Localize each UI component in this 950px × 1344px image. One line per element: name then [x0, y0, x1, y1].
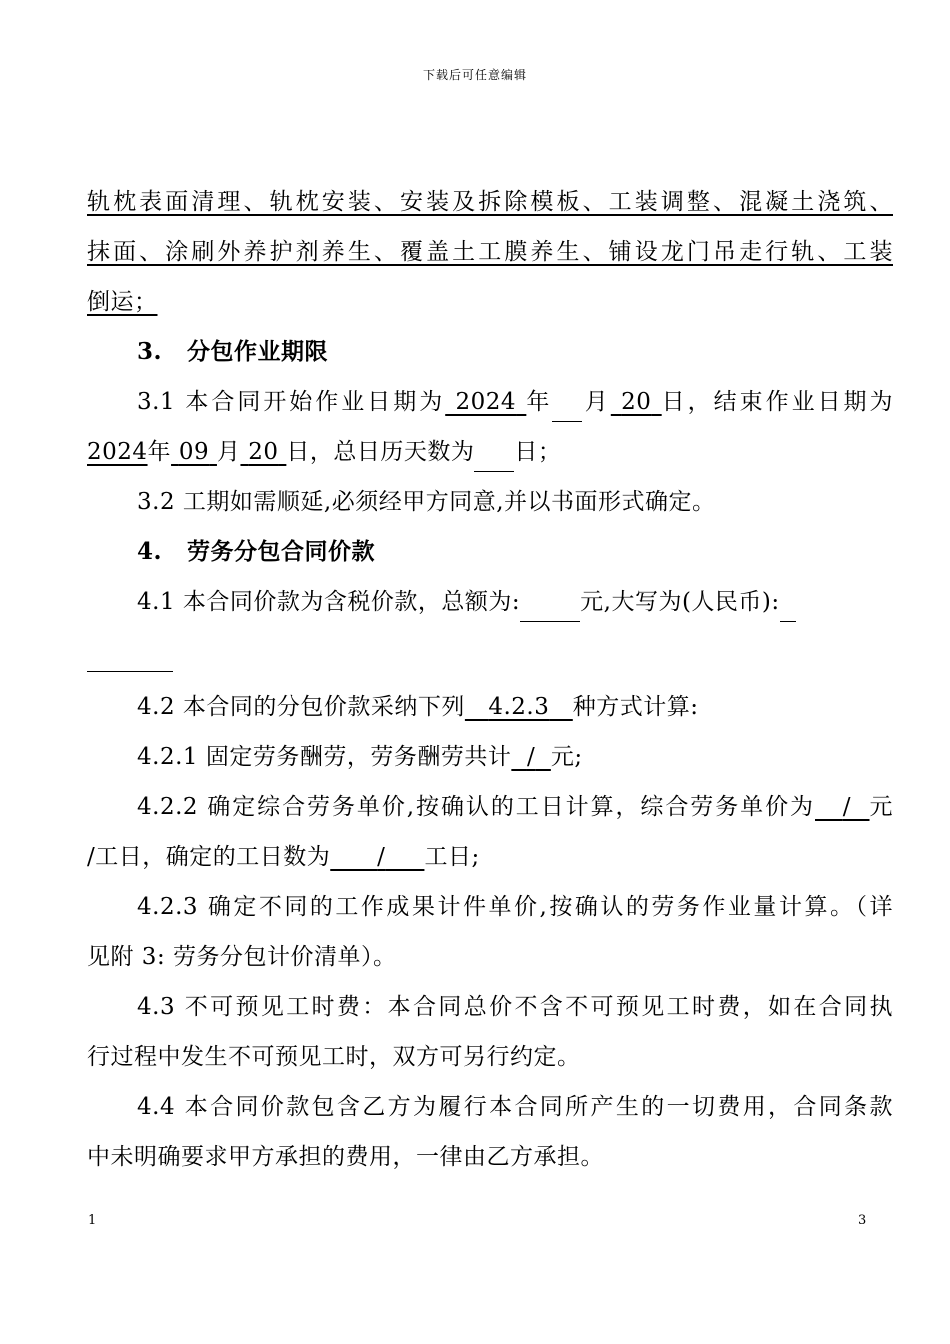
section-4-number: 4. — [137, 538, 163, 565]
section-3-title: 分包作业期限 — [187, 338, 329, 365]
clause-4-2 — [87, 687, 893, 737]
clause-3-1-text-e: 年 — [147, 439, 172, 465]
fixed-fee — [511, 744, 551, 770]
unit-price-value: / — [842, 794, 851, 820]
end-day — [240, 439, 286, 465]
clause-4-2-3-line-2: 见附 3: 劳务分包计价清单）。 — [87, 944, 397, 970]
clause-4-2-3-line-1: 4.2.3 确定不同的工作成果计件单价,按确认的劳务作业量计算。（详 — [137, 894, 893, 920]
unit-price — [815, 794, 870, 820]
clause-4-1-line-2 — [87, 632, 893, 687]
clause-3-1-line-1 — [87, 382, 893, 432]
scope-line-1: 轨枕表面清理、轨枕安装、安装及拆除模板、工装调整、混凝土浇筑、 — [87, 189, 893, 215]
clause-4-1-text-a: 4.1 本合同价款为含税价款，总额为: — [137, 589, 521, 615]
pricing-method — [465, 694, 573, 720]
clause-3-1-text-a: 3.1 本合同开始作业日期为 — [137, 389, 446, 415]
clause-4-3-line-1: 4.3 不可预见工时费：本合同总价不含不可预见工时费，如在合同执 — [137, 994, 893, 1020]
section-3-number: 3. — [137, 338, 163, 365]
clause-4-2-2-line-2 — [87, 837, 893, 887]
page-header-note: 下载后可任意编辑 — [422, 68, 527, 82]
clause-3-1-text-d: 日，结束作业日期为 — [661, 389, 894, 415]
clause-3-1-text-g: 日，总日历天数为 — [286, 439, 475, 465]
clause-4-2-1 — [87, 737, 893, 787]
clause-4-4-line-2: 中未明确要求甲方承担的费用，一律由乙方承担。 — [87, 1144, 604, 1170]
footer-page-number: 3 — [858, 1213, 867, 1228]
clause-4-1-text-b: 元,大写为(人民币): — [580, 589, 780, 615]
start-year — [445, 389, 526, 415]
clause-4-4-line-1: 4.4 本合同价款包含乙方为履行本合同所产生的一切费用，合同条款 — [137, 1094, 893, 1120]
start-year-value: 2024 — [455, 389, 517, 415]
scope-line-2: 抹面、涂刷外养护剂养生、覆盖土工膜养生、铺设龙门吊走行轨、工装 — [87, 239, 893, 265]
clause-4-2-1-text-b: 元; — [550, 744, 583, 770]
clause-4-2-text-b: 种方式计算: — [572, 694, 699, 720]
clause-4-3-line-2: 行过程中发生不可预见工时，双方可另行约定。 — [87, 1044, 581, 1070]
clause-3-1-line-2 — [87, 432, 893, 482]
total-days-blank — [474, 443, 514, 472]
amount-words-blank — [87, 643, 173, 672]
clause-4-2-2-text-b: 元 — [869, 794, 893, 820]
clause-4-2-2-line-1 — [87, 787, 893, 837]
section-3-heading — [87, 332, 893, 382]
clause-3-1-text-f: 月 — [216, 439, 241, 465]
amount-words-blank-start — [780, 593, 796, 622]
footer-left-number: 1 — [88, 1213, 97, 1228]
end-year-value: 2024 — [87, 439, 148, 465]
section-4-title: 劳务分包合同价款 — [187, 538, 376, 565]
total-amount-blank — [520, 593, 580, 622]
end-month — [171, 439, 217, 465]
workday-count — [330, 844, 424, 870]
start-day-value: 20 — [621, 389, 652, 415]
pricing-method-value: 4.2.3 — [488, 694, 550, 720]
clause-4-2-2-text-c: /工日，确定的工日数为 — [87, 844, 331, 870]
fixed-fee-value: / — [526, 744, 536, 770]
clause-3-1-text-h: 日； — [514, 439, 562, 465]
workday-count-value: / — [377, 844, 386, 870]
section-4-heading — [87, 532, 893, 582]
clause-3-1-text-b: 年 — [526, 389, 553, 415]
clause-3-1-text-c: 月 — [582, 389, 611, 415]
clause-4-1-line-1 — [87, 582, 893, 632]
start-day — [611, 389, 662, 415]
clause-4-2-1-text-a: 4.2.1 固定劳务酬劳，劳务酬劳共计 — [137, 744, 512, 770]
end-day-value: 20 — [248, 439, 279, 465]
clause-3-2: 3.2 工期如需顺延,必须经甲方同意,并以书面形式确定。 — [137, 489, 716, 515]
end-month-value: 09 — [178, 439, 210, 465]
clause-4-2-text-a: 4.2 本合同的分包价款采纳下列 — [137, 694, 465, 720]
scope-line-3 — [87, 282, 893, 332]
clause-4-2-2-text-a: 4.2.2 确定综合劳务单价,按确认的工日计算，综合劳务单价为 — [137, 794, 815, 820]
scope-line-3-text: 倒运； — [87, 289, 158, 315]
start-month-blank — [552, 393, 582, 422]
document-body — [87, 182, 893, 1187]
clause-4-2-2-text-d: 工日; — [424, 844, 480, 870]
